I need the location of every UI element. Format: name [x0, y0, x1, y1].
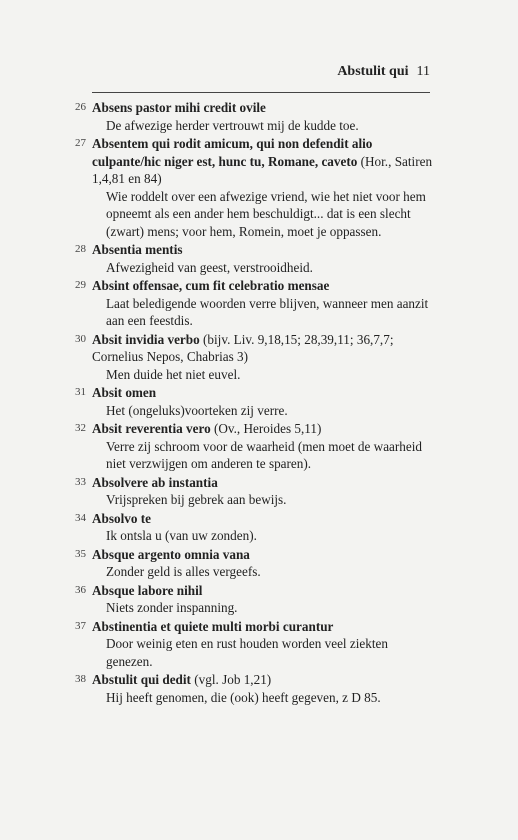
- latin-phrase: Abstulit qui dedit: [92, 672, 191, 687]
- entry: [75, 420, 435, 473]
- entry-heading: [92, 671, 435, 689]
- source-reference: (Hor., Satiren 1,4,81 en 84): [92, 153, 433, 186]
- latin-phrase: Abstinentia et quiete multi morbi curantur: [92, 618, 334, 634]
- entry-number: 31: [75, 386, 86, 398]
- entry-number: 29: [75, 279, 86, 291]
- dutch-translation: Verre zij schroom voor de waarheid (men moet de waarheid niet verzwijgen om anderen te sparen).: [106, 438, 423, 471]
- entry: [75, 241, 435, 276]
- entry: [75, 135, 435, 240]
- latin-phrase: Absque labore nihil: [92, 582, 203, 598]
- entry-heading: [92, 277, 435, 295]
- source-reference: (vgl. Job 1,21): [194, 672, 272, 687]
- entry-heading: [92, 384, 435, 402]
- latin-phrase: Absit reverentia vero: [92, 421, 211, 436]
- entry-number: 34: [75, 511, 86, 524]
- dutch-translation: Vrijspreken bij gebrek aan bewijs.: [106, 492, 287, 507]
- entry: [75, 546, 435, 581]
- source-reference: (Ov., Heroides 5,11): [213, 421, 322, 436]
- latin-phrase: Absolvere ab instantia: [92, 474, 218, 490]
- entry-heading: [92, 546, 435, 564]
- source-reference: (bijv. Liv. 9,18,15; 28,39,11; 36,7,7; Cornelius Nepos, Chabrias 3): [92, 331, 394, 364]
- entry-heading: [92, 241, 435, 259]
- entry-heading: [92, 135, 435, 188]
- dutch-translation: Afwezigheid van geest, verstrooidheid.: [106, 259, 313, 275]
- entry: [75, 510, 435, 545]
- entry: [75, 331, 435, 384]
- latin-phrase: Absens pastor mihi credit ovile: [92, 100, 266, 115]
- entry-number: 38: [75, 673, 86, 685]
- dutch-translation: Ik ontsla u (van uw zonden).: [106, 528, 257, 543]
- latin-phrase: Absit omen: [92, 385, 157, 400]
- entry: [75, 99, 435, 134]
- entry-number: 27: [75, 137, 86, 149]
- latin-phrase: Absque argento omnia vana: [92, 546, 250, 562]
- entry-heading: [92, 582, 435, 600]
- entry-heading: [92, 420, 435, 438]
- entry-number: 30: [75, 332, 86, 345]
- dutch-translation: Het (ongeluks)voorteken zij verre.: [106, 402, 288, 418]
- latin-phrase: Absentem qui rodit amicum, qui non defendit alio culpante/hic niger est, hunc tu, Romane, caveto: [92, 136, 373, 169]
- entry: [75, 474, 435, 509]
- entry-heading: [92, 474, 435, 492]
- entry-number: 28: [75, 243, 86, 255]
- entry-heading: [92, 510, 435, 528]
- dutch-translation: Niets zonder inspanning.: [106, 600, 238, 615]
- entry-number: 37: [75, 619, 86, 632]
- entry-number: 32: [75, 422, 86, 434]
- latin-phrase: Absit invidia verbo: [92, 331, 200, 347]
- dutch-translation: Zonder geld is alles vergeefs.: [106, 564, 261, 579]
- header-rule: [92, 92, 430, 93]
- entry: [75, 384, 435, 419]
- entry-heading: [92, 331, 435, 366]
- entry-heading: [92, 99, 435, 117]
- running-header: [92, 64, 430, 90]
- dutch-translation: Men duide het niet euvel.: [106, 366, 241, 382]
- dutch-translation: Wie roddelt over een afwezige vriend, wie het niet voor hem opneemt als een ander hem beschuldigt... dat is een slecht (zwart) mens; voor hem, Romein, moet je oppassen.: [106, 188, 426, 239]
- dutch-translation: Door weinig eten en rust houden worden veel ziekten genezen.: [106, 636, 388, 669]
- entry-number: 33: [75, 475, 86, 488]
- entry-heading: [92, 618, 435, 636]
- dutch-translation: Laat beledigende woorden verre blijven, wanneer men aanzit aan een feestdis.: [106, 295, 429, 328]
- dutch-translation: Hij heeft genomen, die (ook) heeft gegeven, z D 85.: [106, 689, 381, 705]
- entry: [75, 671, 435, 706]
- entry-number: 26: [75, 101, 86, 113]
- header-title: Abstulit qui: [337, 64, 409, 79]
- dutch-translation: De afwezige herder vertrouwt mij de kudde toe.: [106, 117, 359, 133]
- latin-phrase: Absint offensae, cum fit celebratio mensae: [92, 278, 330, 293]
- entry-list: [75, 99, 435, 707]
- latin-phrase: Absolvo te: [92, 510, 151, 526]
- page-number: 11: [416, 64, 430, 79]
- latin-phrase: Absentia mentis: [92, 242, 183, 257]
- entry: [75, 277, 435, 330]
- entry: [75, 582, 435, 617]
- entry: [75, 618, 435, 671]
- entry-number: 35: [75, 547, 86, 560]
- entry-number: 36: [75, 583, 86, 596]
